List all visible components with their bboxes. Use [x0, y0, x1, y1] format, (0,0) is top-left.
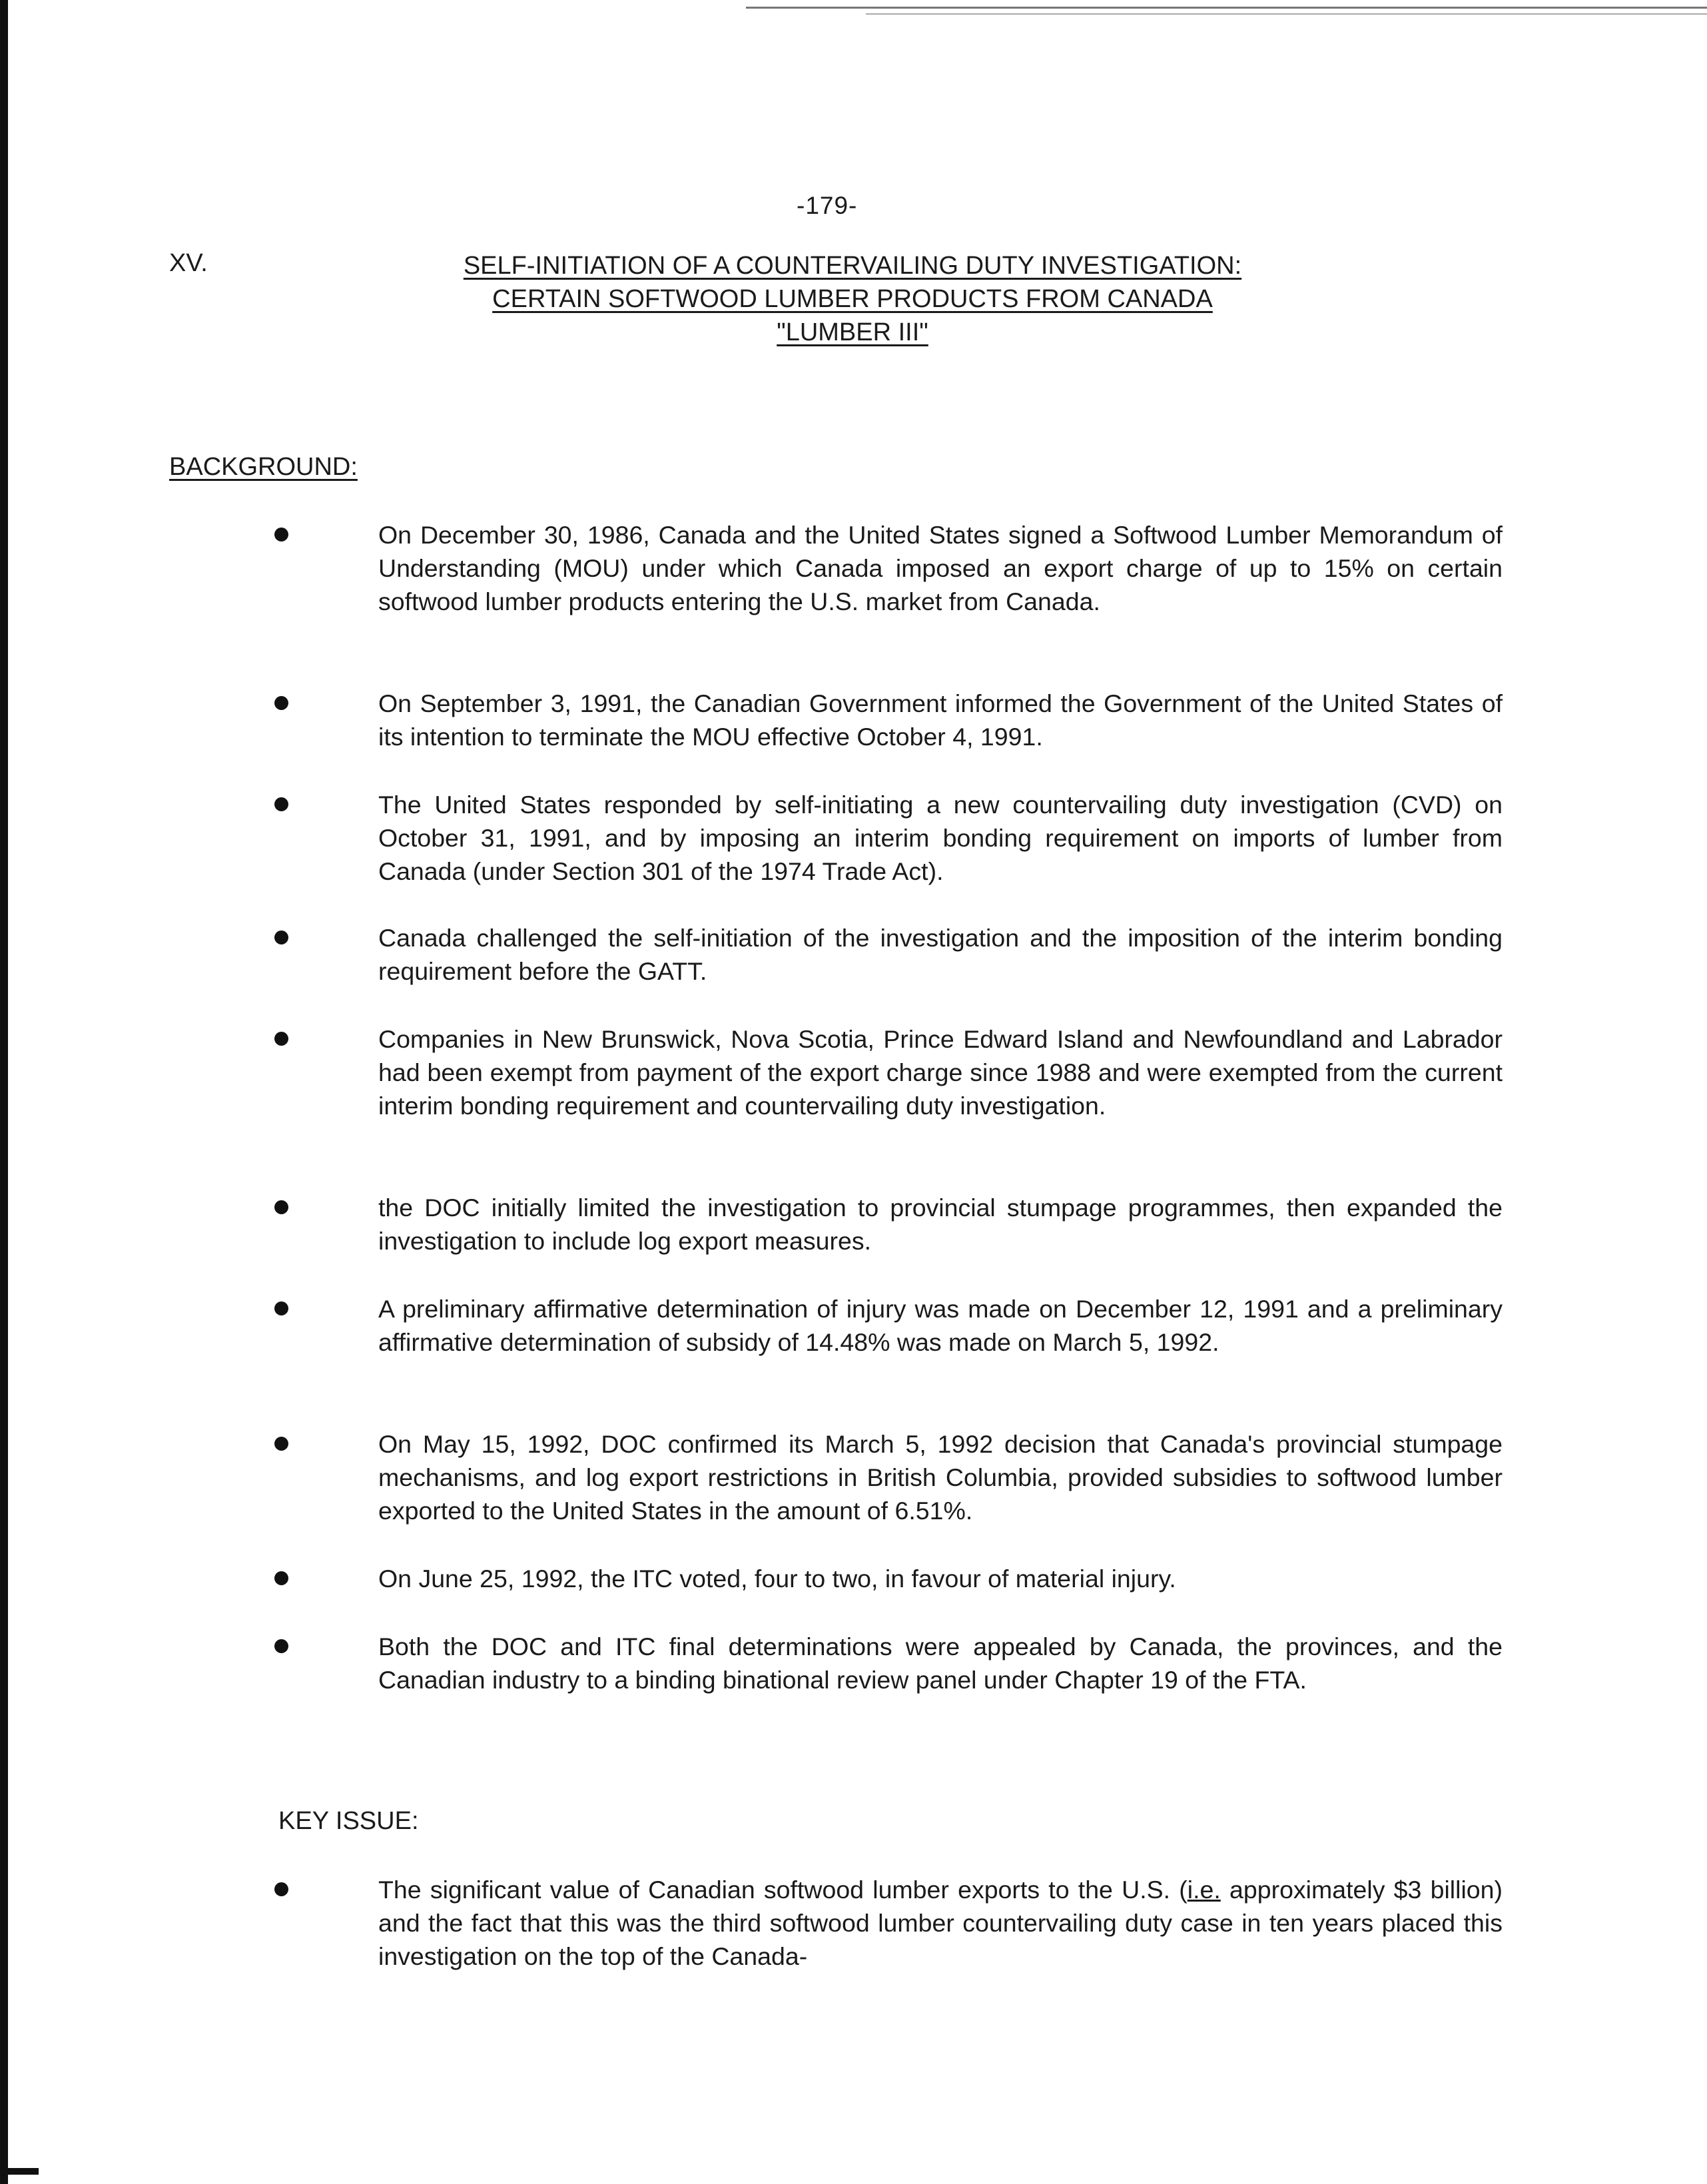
bullet-icon [274, 696, 288, 710]
title-line: CERTAIN SOFTWOOD LUMBER PRODUCTS FROM CANADA [492, 285, 1213, 313]
list-item-text: The United States responded by self-initiating a new countervailing duty investigation (CVD) on October 31, 1991, and by imposing an interim bonding requirement on imports of lumber from Canada (under Section 301 of the 1974 Trade Act). [378, 791, 1503, 885]
list-item-text: On May 15, 1992, DOC confirmed its March 5, 1992 decision that Canada's provincial stumpage mechanisms, and log export restrictions in British Columbia, provided subsidies to softwood lumber exported to the United States in the amount of 6.51%. [378, 1430, 1503, 1525]
bullet-icon [274, 1032, 288, 1046]
list-item-text-part: The significant value of Canadian softwood lumber exports to the U.S. ( [378, 1876, 1188, 1904]
bullet-icon [274, 1882, 288, 1896]
scan-top-rule-secondary [866, 13, 1707, 15]
list-item-text: Canada challenged the self-initiation of the investigation and the imposition of the interim bonding requirement before the GATT. [378, 924, 1503, 985]
scan-edge-left [0, 0, 8, 2184]
section-number: XV. [169, 249, 208, 277]
list-item-text: On June 25, 1992, the ITC voted, four to two, in favour of material injury. [378, 1565, 1176, 1593]
list-item-text: Both the DOC and ITC final determinations were appealed by Canada, the provinces, and the Canadian industry to a binding binational review panel under Chapter 19 of the FTA. [378, 1633, 1503, 1694]
scan-corner-mark [0, 2168, 39, 2175]
bullet-icon [274, 1437, 288, 1451]
scan-top-rule [746, 7, 1707, 9]
page-number: -179- [797, 192, 858, 219]
bullet-icon [274, 1571, 288, 1585]
bullet-icon [274, 797, 288, 811]
list-item-text: Companies in New Brunswick, Nova Scotia, Prince Edward Island and Newfoundland and Labrador had been exempt from payment of the export charge since 1988 and were exempted from the current interim bonding requirement and countervailing duty investigation. [378, 1025, 1503, 1120]
bullet-icon [274, 1301, 288, 1315]
background-heading: BACKGROUND: [169, 453, 358, 481]
list-item-text: On September 3, 1991, the Canadian Government informed the Government of the United States of its intention to terminate the MOU effective October 4, 1991. [378, 689, 1503, 751]
bullet-icon [274, 1639, 288, 1653]
underlined-abbreviation: i.e. [1187, 1876, 1221, 1904]
list-item-text-part: approximately $3 billion) and the fact that this was the third softwood lumber countervailing duty case in ten years placed this investigation on the top of the Canada- [378, 1876, 1503, 1970]
list-item-text: the DOC initially limited the investigation to provincial stumpage programmes, then expanded the investigation to include log export measures. [378, 1194, 1503, 1255]
title-line: SELF-INITIATION OF A COUNTERVAILING DUTY INVESTIGATION: [463, 252, 1242, 280]
bullet-icon [274, 1200, 288, 1214]
list-item-text [378, 1873, 1503, 1973]
list-item-text: A preliminary affirmative determination of injury was made on December 12, 1991 and a preliminary affirmative determination of subsidy of 14.48% was made on March 5, 1992. [378, 1295, 1503, 1356]
bullet-icon [274, 528, 288, 542]
key-issue-heading: KEY ISSUE: [278, 1807, 419, 1835]
title-line: "LUMBER III" [777, 318, 928, 346]
section-title [286, 249, 1419, 349]
bullet-icon [274, 930, 288, 944]
list-item-text: On December 30, 1986, Canada and the United States signed a Softwood Lumber Memorandum of Understanding (MOU) under which Canada imposed an export charge of up to 15% on certain softwood lumber products entering the U.S. market from Canada. [378, 521, 1503, 615]
